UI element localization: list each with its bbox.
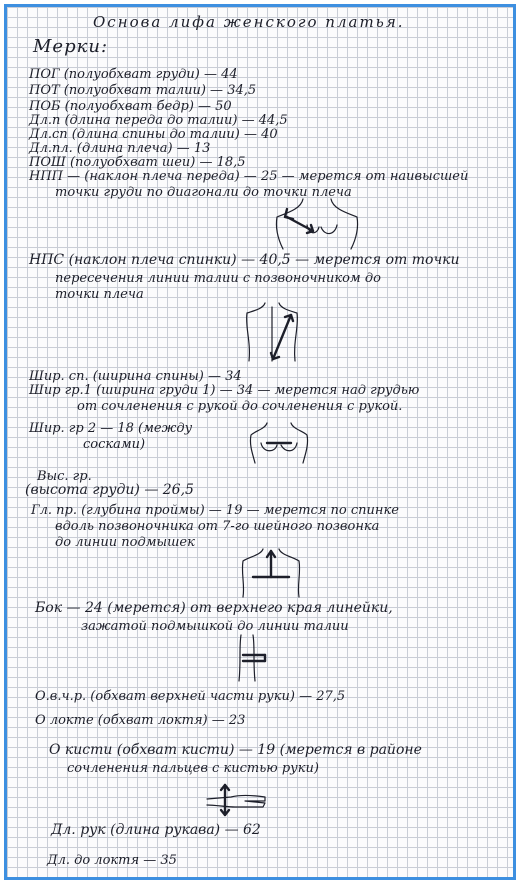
measurement-glpr-line3: до линии подмышек xyxy=(55,535,195,550)
measurement-okisti-line2: сочленения пальцев с кистью руки) xyxy=(67,761,319,776)
measurement-pog: ПОГ (полуобхват груди) — 44 xyxy=(29,67,238,82)
measurement-ovchr: О.в.ч.р. (обхват верхней части руки) — 27,5 xyxy=(35,689,346,704)
measurement-vysgr-line2: (высота груди) — 26,5 xyxy=(25,482,194,498)
chest-width-sketch xyxy=(247,421,311,465)
measurement-vysgr-line1: Выс. гр. xyxy=(37,469,92,484)
measurement-nps-line2: пересечения линии талии с позвоночником до xyxy=(55,271,381,286)
measurement-dlpl: Дл.пл. (длина плеча) — 13 xyxy=(29,141,211,156)
measurement-npp-line1: НПП — (наклон плеча переда) — 25 — мерется от наивысшей xyxy=(29,169,469,184)
measurement-glpr-line1: Гл. пр. (глубина проймы) — 19 — мерется по спинке xyxy=(31,503,399,518)
page-title: Основа лифа женского платья. xyxy=(93,13,405,31)
measurement-posh: ПОШ (полуобхват шеи) — 18,5 xyxy=(29,155,246,170)
armhole-depth-sketch xyxy=(239,547,303,599)
back-torso-sketch xyxy=(243,301,303,367)
measurement-bok-line2: зажатой подмышкой до линии талии xyxy=(81,619,349,634)
measurement-shirgr2-line1: Шир. гр 2 — 18 (между xyxy=(29,421,193,436)
measurement-pob: ПОБ (полуобхват бедр) — 50 xyxy=(29,99,232,114)
notebook-page xyxy=(4,4,516,880)
front-torso-sketch xyxy=(273,195,363,251)
measurement-nps-line1: НПС (наклон плеча спинки) — 40,5 — мерется от точки xyxy=(29,252,460,268)
measurements-heading: Мерки: xyxy=(33,36,109,57)
side-ruler-sketch xyxy=(229,633,269,683)
measurement-dlsp: Дл.сп (длина спины до талии) — 40 xyxy=(29,127,278,142)
measurement-nps-line3: точки плеча xyxy=(55,287,144,302)
measurement-shirgr2-line2: сосками) xyxy=(83,437,146,452)
measurement-shirgr1-line1: Шир гр.1 (ширина груди 1) — 34 — мерется над грудью xyxy=(29,383,420,398)
measurement-dlp: Дл.п (длина переда до талии) — 44,5 xyxy=(29,113,288,128)
measurement-okisti-line1: О кисти (обхват кисти) — 19 (мерется в районе xyxy=(49,742,422,758)
measurement-olokte: О локте (обхват локтя) — 23 xyxy=(35,713,246,728)
measurement-dlruk: Дл. рук (длина рукава) — 62 xyxy=(51,822,261,838)
measurement-bok-line1: Бок — 24 (мерется) от верхнего края линейки, xyxy=(35,600,393,616)
measurement-dllokte: Дл. до локтя — 35 xyxy=(47,853,177,868)
hand-sketch xyxy=(205,783,269,817)
measurement-pot: ПОТ (полуобхват талии) — 34,5 xyxy=(29,83,257,98)
measurement-npp-line2: точки груди по диагонали до точки плеча xyxy=(55,185,352,200)
measurement-shirsp: Шир. сп. (ширина спины) — 34 xyxy=(29,369,242,384)
measurement-shirgr1-line2: от сочленения с рукой до сочленения с рукой. xyxy=(77,399,403,414)
measurement-glpr-line2: вдоль позвоночника от 7-го шейного позвонка xyxy=(55,519,380,534)
